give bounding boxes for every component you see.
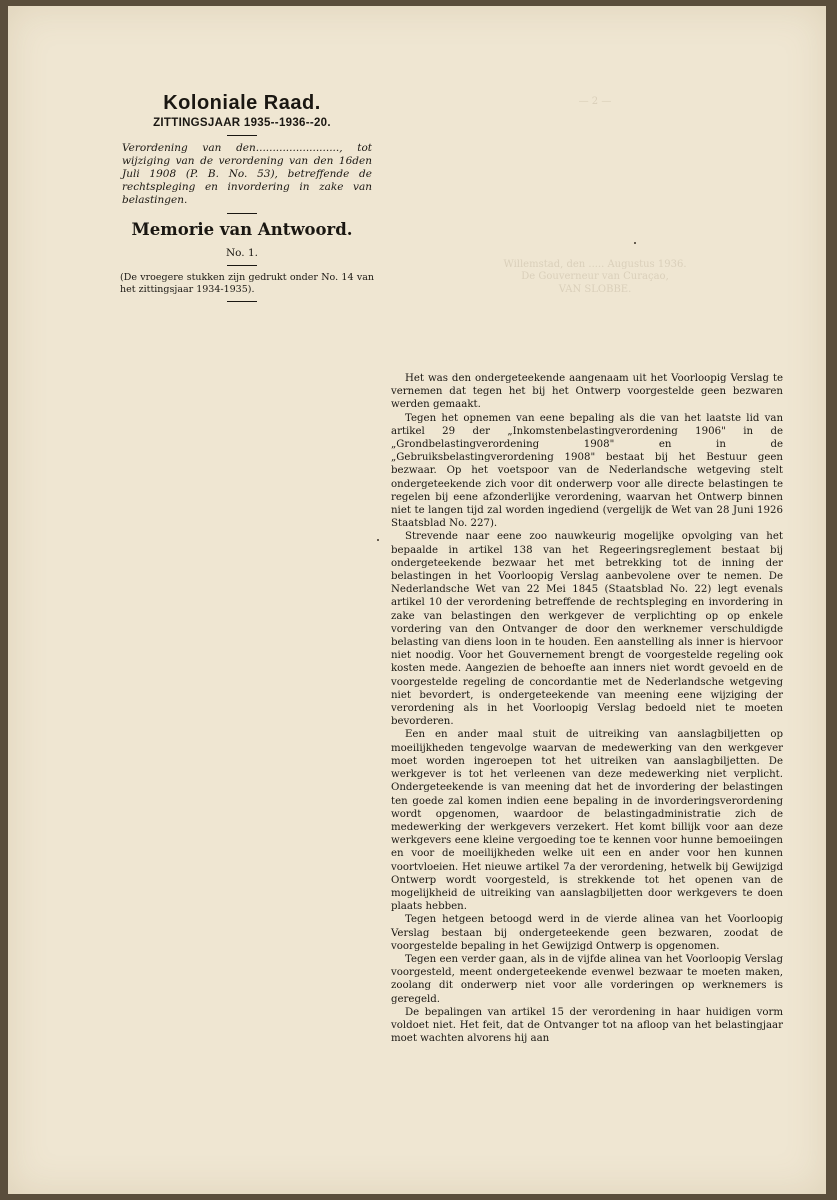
document-number: No. 1.	[225, 247, 259, 259]
paragraph: Tegen het opnemen van eene bepaling als die van het laatste lid van artikel 29 der „Inkomstenbelastingverordening 1906" in de „Grondbelastingverordening 1908" en in de „Gebruiksbelastingverordening 1908" bestaat bij het Bestuur geen bezwaar. Op het voetspoor van de Nederlandsche wetgeving stelt ondergeteekende zich voor dit onderwerp voor alle directe belastingen te regelen bij eene afzonderlijke verordening, waarvan het Ontwerp binnen niet te langen tijd zal worden ingediend (vergelijk de Wet van 28 Juni 1926 Staatsblad No. 227).	[391, 412, 783, 530]
document-title: Memorie van Antwoord.	[131, 220, 353, 239]
divider	[227, 213, 257, 214]
bleed-signatory: VAN SLOBBE.	[558, 283, 632, 295]
paper-speck	[634, 242, 636, 244]
body-text	[391, 372, 783, 1045]
paragraph: Tegen een verder gaan, als in de vijfde alinea van het Voorloopig Verslag voorgesteld, meent ondergeteekende evenwel bezwaar te moeten maken, zoolang dit onderwerp niet voor alle vorderingen op werknemers is geregeld.	[391, 953, 783, 1005]
paragraph: Een en ander maal stuit de uitreiking van aanslagbiljetten op moeilijkheden tengevolge waarvan de medewerking van den werkgever moet worden ingeroepen tot het uitreiken van aanslagbiljetten. De werkgever is tot het verleenen van deze medewerking niet verplicht. Ondergeteekende is van meening dat het de invordering der belastingen ten goede zal komen indien eene bepaling in de invorderingsverordening wordt opgenomen, waardoor de belastingadministratie zich de medewerking der werkgevers verzekert. Het komt billijk voor aan deze werkgevers eene kleine vergoeding toe te kennen voor hunne bemoeiingen en voor de moeilijkheden welke uit een en ander voor hen kunnen voortvloeien. Het nieuwe artikel 7a der verordening, hetwelk bij Gewijzigd Ontwerp wordt voorgesteld, is strekkende tot het openen van de mogelijkheid de uitreiking van aanslagbiljetten door werkgevers te doen plaats hebben.	[391, 729, 783, 913]
bleed-date: Willemstad, den ..... Augustus 1936.	[503, 258, 687, 270]
session-year: ZITTINGSJAAR 1935--1936--20.	[153, 117, 331, 129]
bleed-through-text	[400, 96, 790, 326]
divider	[227, 265, 257, 266]
paragraph: Tegen hetgeen betoogd werd in de vierde alinea van het Voorloopig Verslag bestaan bij ondergeteekende geen bezwaren, zoodat de voorgestelde bepaling in het Gewijzigd Ontwerp is opgenomen.	[391, 914, 783, 952]
ordinance-description: Verordening van den........................., tot wijziging van de verordening van den 16den Juli 1908 (P. B. No. 53), betreffende de rechtspleging en invordering in zake van belastingen.	[122, 142, 372, 206]
divider	[227, 301, 257, 302]
paragraph: De bepalingen van artikel 15 der verordening in haar huidigen vorm voldoet niet. Het feit, dat de Ontvanger tot na afloop van het belastingjaar moet wachten alvorens hij aan	[391, 1006, 783, 1045]
paragraph: Strevende naar eene zoo nauwkeurig mogelijke opvolging van het bepaalde in artikel 138 van het Regeeringsreglement bestaat bij ondergeteekende bezwaar het met betrekking tot de inning der belastingen in het Voorloopig Verslag aanbevolene over te nemen. De Nederlandsche Wet van 22 Mei 1845 (Staatsblad No. 22) legt evenals artikel 10 der verordening betreffende de rechtspleging en invordering in zake van belastingen den werkgever de verplichting op op enkele vordering van den Ontvanger de door den werknemer verschuldigde belasting van diens loon in te houden. Een aanstelling als inner is hiervoor niet noodig. Voor het Gouvernement brengt de voorgestelde regeling ook kosten mede. Aangezien de behoefte aan inners niet wordt gevoeld en de voorgestelde regeling de concordantie met de Nederlandsche wetgeving niet bevordert, is ondergeteekende van meening eene wijziging der verordening als in het Voorloopig Verslag bedoeld niet te moeten bevorderen.	[391, 531, 783, 728]
document-page	[8, 6, 826, 1194]
divider	[227, 135, 257, 136]
document-header	[108, 92, 376, 308]
council-title: Koloniale Raad.	[163, 92, 321, 114]
bleed-signatory-title: De Gouverneur van Curaçao,	[521, 271, 669, 282]
previous-documents-note: (De vroegere stukken zijn gedrukt onder No. 14 van het zittingsjaar 1934-1935).	[120, 272, 374, 295]
bleed-page-number: — 2 —	[578, 96, 612, 107]
paragraph: Het was den ondergeteekende aangenaam uit het Voorloopig Verslag te vernemen dat tegen het bij het Ontwerp voorgestelde geen bezwaren werden gemaakt.	[391, 373, 783, 411]
paper-speck	[377, 539, 379, 541]
